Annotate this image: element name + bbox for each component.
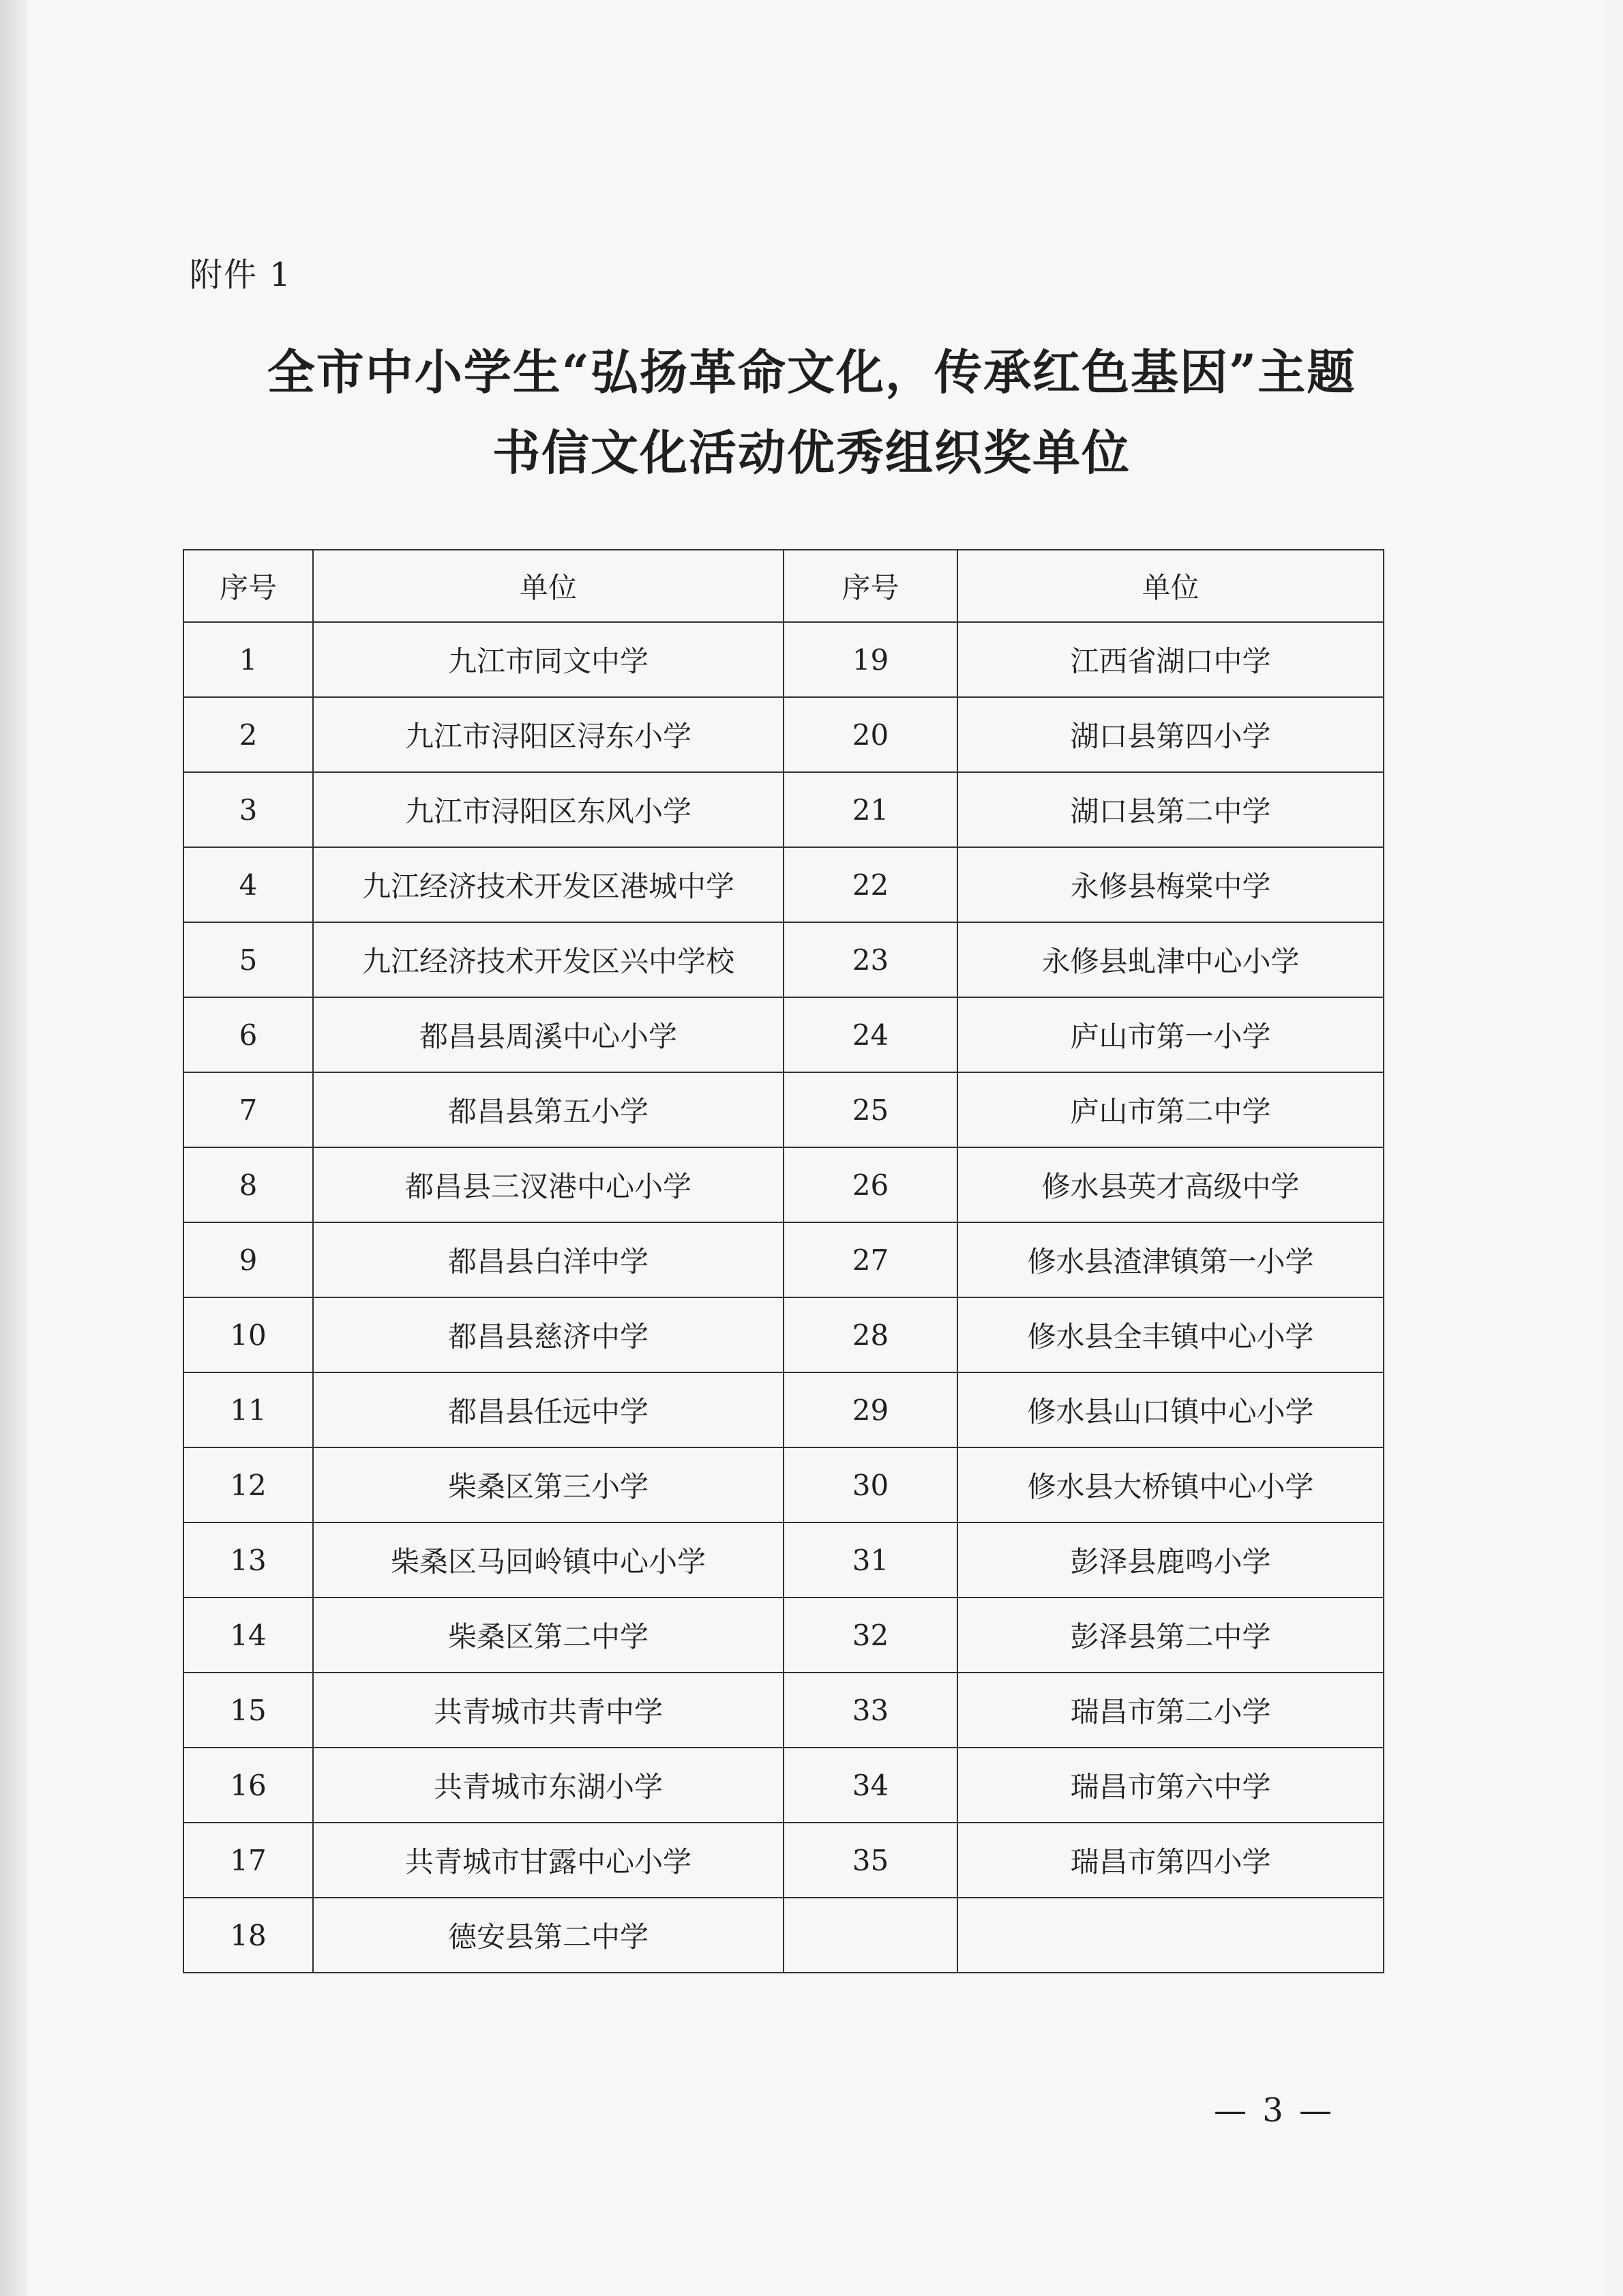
table-row: [183, 1748, 1384, 1823]
unit-cell: 瑞昌市第四小学: [957, 1823, 1384, 1898]
table-row: [183, 772, 1384, 847]
serial-cell: 27: [784, 1222, 957, 1297]
serial-cell: 17: [183, 1823, 313, 1898]
serial-cell: 4: [183, 847, 313, 922]
page-number: — 3 —: [1214, 2091, 1335, 2130]
unit-cell: 共青城市共青中学: [313, 1673, 784, 1748]
serial-cell: 22: [784, 847, 957, 922]
unit-cell: 修水县全丰镇中心小学: [957, 1297, 1384, 1372]
unit-cell: 修水县大桥镇中心小学: [957, 1447, 1384, 1522]
unit-cell: 都昌县白洋中学: [313, 1222, 784, 1297]
unit-cell: 九江经济技术开发区港城中学: [313, 847, 784, 922]
table-row: [183, 847, 1384, 922]
serial-cell: 12: [183, 1447, 313, 1522]
unit-cell: 修水县山口镇中心小学: [957, 1372, 1384, 1447]
unit-cell: 庐山市第二中学: [957, 1072, 1384, 1147]
unit-cell: 柴桑区马回岭镇中心小学: [313, 1522, 784, 1598]
serial-cell: 2: [183, 697, 313, 772]
unit-cell: 修水县渣津镇第一小学: [957, 1222, 1384, 1297]
table-row: [183, 1447, 1384, 1522]
table-row: [183, 997, 1384, 1072]
table-row: [183, 622, 1384, 697]
unit-cell: 九江经济技术开发区兴中学校: [313, 922, 784, 997]
unit-cell: 永修县虬津中心小学: [957, 922, 1384, 997]
serial-cell: 33: [784, 1673, 957, 1748]
serial-cell: 29: [784, 1372, 957, 1447]
serial-cell: 21: [784, 772, 957, 847]
serial-cell: 14: [183, 1598, 313, 1673]
unit-cell: 庐山市第一小学: [957, 997, 1384, 1072]
unit-cell: 都昌县三汊港中心小学: [313, 1147, 784, 1222]
table-row: [183, 1297, 1384, 1372]
serial-cell: 31: [784, 1522, 957, 1598]
award-units-table: [183, 549, 1384, 1973]
document-title-line-1: 全市中小学生“弘扬革命文化，传承红色基因”主题: [267, 344, 1356, 400]
unit-cell: 湖口县第二中学: [957, 772, 1384, 847]
unit-cell: 德安县第二中学: [313, 1898, 784, 1973]
unit-cell: 都昌县慈济中学: [313, 1297, 784, 1372]
table-row: [183, 1222, 1384, 1297]
serial-cell: 15: [183, 1673, 313, 1748]
serial-cell: 8: [183, 1147, 313, 1222]
unit-cell: 瑞昌市第六中学: [957, 1748, 1384, 1823]
table-row: [183, 1598, 1384, 1673]
table-header-row: [183, 550, 1384, 622]
serial-cell: 9: [183, 1222, 313, 1297]
serial-cell: 19: [784, 622, 957, 697]
unit-cell: 湖口县第四小学: [957, 697, 1384, 772]
unit-cell: 九江市浔阳区东风小学: [313, 772, 784, 847]
unit-cell: 都昌县第五小学: [313, 1072, 784, 1147]
serial-cell: 13: [183, 1522, 313, 1598]
serial-cell: 18: [183, 1898, 313, 1973]
serial-cell: 26: [784, 1147, 957, 1222]
serial-cell: 28: [784, 1297, 957, 1372]
table-row: [183, 1072, 1384, 1147]
serial-cell: 16: [183, 1748, 313, 1823]
unit-cell: [957, 1898, 1384, 1973]
header-unit-1: 单位: [313, 550, 784, 622]
serial-cell: 1: [183, 622, 313, 697]
serial-cell: 20: [784, 697, 957, 772]
unit-cell: 共青城市甘露中心小学: [313, 1823, 784, 1898]
serial-cell: 34: [784, 1748, 957, 1823]
table-row: [183, 1823, 1384, 1898]
table-row: [183, 922, 1384, 997]
unit-cell: 江西省湖口中学: [957, 622, 1384, 697]
serial-cell: 25: [784, 1072, 957, 1147]
unit-cell: 永修县梅棠中学: [957, 847, 1384, 922]
table-row: [183, 1372, 1384, 1447]
serial-cell: [784, 1898, 957, 1973]
serial-cell: 32: [784, 1598, 957, 1673]
serial-cell: 24: [784, 997, 957, 1072]
unit-cell: 都昌县周溪中心小学: [313, 997, 784, 1072]
document-title-line-2: 书信文化活动优秀组织奖单位: [492, 424, 1131, 481]
header-unit-2: 单位: [957, 550, 1384, 622]
serial-cell: 35: [784, 1823, 957, 1898]
serial-cell: 23: [784, 922, 957, 997]
unit-cell: 九江市浔阳区浔东小学: [313, 697, 784, 772]
header-serial-1: 序号: [183, 550, 313, 622]
serial-cell: 3: [183, 772, 313, 847]
serial-cell: 5: [183, 922, 313, 997]
serial-cell: 11: [183, 1372, 313, 1447]
serial-cell: 10: [183, 1297, 313, 1372]
table-row: [183, 1673, 1384, 1748]
unit-cell: 柴桑区第二中学: [313, 1598, 784, 1673]
unit-cell: 彭泽县第二中学: [957, 1598, 1384, 1673]
unit-cell: 九江市同文中学: [313, 622, 784, 697]
serial-cell: 7: [183, 1072, 313, 1147]
unit-cell: 彭泽县鹿鸣小学: [957, 1522, 1384, 1598]
header-serial-2: 序号: [784, 550, 957, 622]
table-row: [183, 1147, 1384, 1222]
table-row: [183, 1522, 1384, 1598]
unit-cell: 都昌县任远中学: [313, 1372, 784, 1447]
unit-cell: 共青城市东湖小学: [313, 1748, 784, 1823]
unit-cell: 修水县英才高级中学: [957, 1147, 1384, 1222]
unit-cell: 瑞昌市第二小学: [957, 1673, 1384, 1748]
table-row: [183, 697, 1384, 772]
table-row: [183, 1898, 1384, 1973]
serial-cell: 6: [183, 997, 313, 1072]
serial-cell: 30: [784, 1447, 957, 1522]
unit-cell: 柴桑区第三小学: [313, 1447, 784, 1522]
attachment-label: 附件 1: [190, 256, 292, 294]
